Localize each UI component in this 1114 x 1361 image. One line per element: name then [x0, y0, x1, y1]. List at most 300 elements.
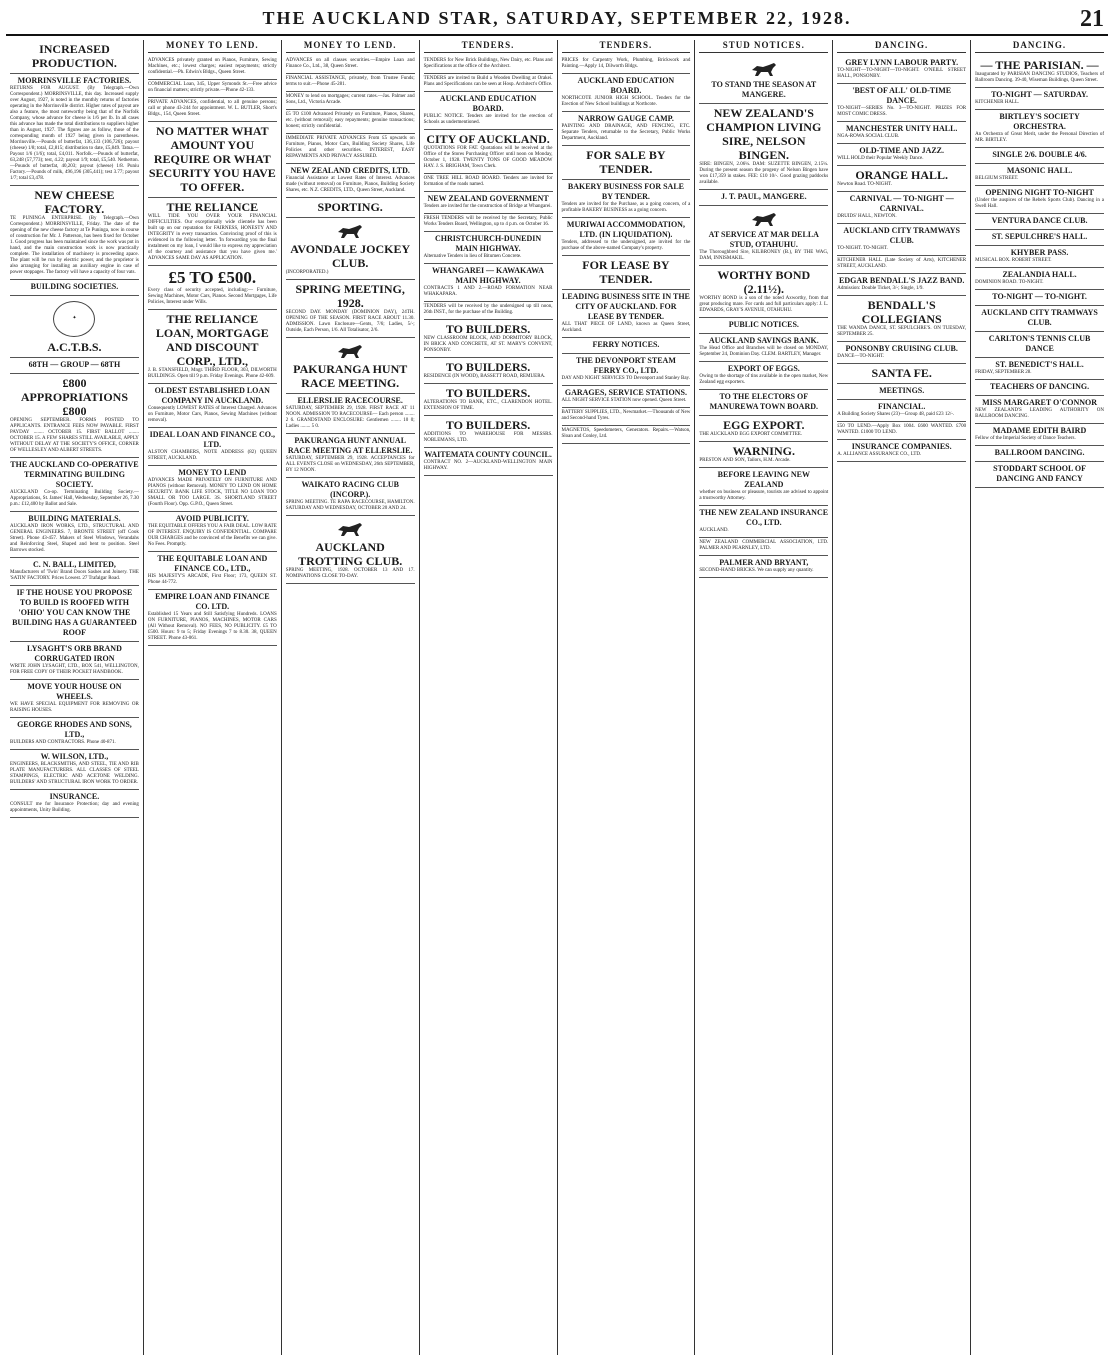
advertisement — [148, 266, 277, 310]
masthead — [6, 6, 1108, 36]
ad-heading: LEADING BUSINESS SITE IN THE CITY OF AUCKLAND. FOR LEASE BY TENDER. — [561, 292, 690, 321]
ad-body: TENDERS for New Brick Buildings, New Dairy, etc. Plans and Specifications at the office of the Architect. — [423, 58, 553, 69]
ad-body: ONE TREE HILL ROAD BOARD. Tenders are invited for formation of the roads named. — [423, 176, 553, 187]
ad-body: J. B. STANSFIELD, Mngr. THIRD FLOOR, 303, DILWORTH BUILDINGS. Open till 9 p.m. Friday Evenings. Phone 42-609. — [147, 368, 277, 379]
ad-body: WILL TIDE YOU OVER YOUR FINANCIAL DIFFICULTIES. Our exceptionally wide clientele has been built up on our reputation for FAIRNESS, HONESTY AND INTEGRITY in every transaction. Convincing proof of this is evidenced in the following letter. 'In forwarding you the final instalment on my loan, I would like to express my appreciation of the courtesy and assistance that you have given me.' ADVANCES SAME DAY AS APPLICATION. — [147, 214, 277, 261]
advertisement — [10, 74, 139, 186]
ad-body: BUILDERS AND CONTRACTORS. Phone 40-871. — [10, 740, 116, 745]
advertisement — [10, 586, 139, 642]
ad-body: TO-NIGHT. TO-NIGHT. — [837, 246, 888, 251]
advertisement — [562, 56, 691, 74]
advertisement — [837, 400, 966, 422]
ad-body: AUCKLAND Co-op. Terminating Building Society.—Appropriations, St. James' Hall, Wednesday, September 26, 7.30 p.m.: £12,400 by Ballot and Sale. — [10, 490, 139, 507]
advertisement — [699, 334, 828, 362]
column-5 — [558, 40, 696, 1355]
ad-body: FRESH TENDERS will be received by the Secretary, Public Works Tenders Board, Wellington, up to 4 p.m. on October 16. — [423, 216, 553, 227]
advertisement — [424, 358, 553, 384]
ad-heading: CHRISTCHURCH-DUNEDIN MAIN HIGHWAY. — [434, 234, 542, 253]
ad-heading: SINGLE 2/6. DOUBLE 4/6. — [992, 150, 1087, 159]
ad-heading: FOR SALE BY TENDER. — [586, 148, 666, 176]
ad-heading: GEORGE RHODES AND SONS, LTD., — [17, 720, 132, 739]
advertisement — [975, 148, 1104, 164]
ad-heading: OLDEST ESTABLISHED LOAN COMPANY IN AUCKLAND. — [154, 386, 270, 405]
ad-heading: SPRING MEETING, 1928. — [295, 282, 405, 310]
advertisement — [975, 290, 1104, 306]
ad-heading: AT SERVICE AT MAR DELLA STUD, OTAHUHU. — [708, 230, 819, 249]
advertisement — [148, 310, 277, 384]
advertisement — [975, 110, 1104, 148]
ad-body: Tenders, addressed to the undersigned, are invited for the purchase of the above-named Company's property. — [561, 240, 691, 251]
ad-body: SATURDAY, SEPTEMBER 29, 1928. FIRST RACE AT 11 NOON. ADMISSION TO RACECOURSE— Each person ........ 2 6. GRANDSTAND ENCLOSURE: Gentlemen ........ 10 0; Ladies ........ 5 0. — [285, 406, 415, 429]
advertisement — [699, 104, 828, 190]
ad-heading: FERRY NOTICES. — [592, 340, 660, 349]
ad-heading: ELLERSLIE RACECOURSE. — [297, 396, 403, 405]
advertisement — [699, 468, 828, 506]
ad-heading: EXPORT OF EGGS. — [727, 364, 800, 373]
advertisement — [424, 174, 553, 192]
advertisement — [837, 274, 966, 296]
ad-heading: ST. BENEDICT'S HALL. — [995, 360, 1084, 369]
advertisement — [975, 214, 1104, 230]
column-8 — [971, 40, 1108, 1355]
ad-heading: STODDART SCHOOL OF DANCING AND FANCY — [993, 464, 1086, 483]
ad-heading: ORANGE HALL. — [855, 168, 949, 182]
ad-body: CONSULT me for Insurance Protection; day and evening appointments, Unity Building. — [10, 802, 139, 813]
advertisement — [562, 408, 691, 426]
page-number: 21 — [1080, 6, 1104, 32]
ad-body: Alternative Tenders in lieu of Bitumen Concrete. — [423, 254, 522, 259]
ad-body: PRICES for Carpentry Work, Plumbing, Brickwork and Painting.—Apply 14, Dilworth Bldgs. — [561, 58, 691, 69]
ad-heading: BUILDING MATERIALS. — [28, 514, 121, 523]
ad-body: ADVANCES privately granted on Pianos, Furniture, Sewing Machines, etc.; lowest charges; easiest repayments; strictly confidential.—Ph. Edwin's Bldgs., Queen Street. — [147, 58, 277, 75]
advertisement — [562, 112, 691, 146]
advertisement — [975, 462, 1104, 488]
ad-body: DOMINION ROAD. TO-NIGHT. — [975, 280, 1044, 285]
advertisement — [975, 246, 1104, 268]
advertisement — [975, 164, 1104, 186]
ad-heading: GARAGES, SERVICE STATIONS. — [564, 388, 687, 397]
advertisement — [10, 280, 139, 296]
ad-heading: BALLROOM DANCING. — [994, 448, 1085, 457]
ad-body: whether on business or pleasure, tourists are advised to appoint a trustworthy Attorney. — [699, 490, 829, 501]
advertisement — [837, 166, 966, 192]
ad-body: Established 15 Years and Still Satisfying Hundreds. LOANS ON FURNITURE, PIANOS, MACHINES, MOTOR CARS (All Without Removal). NO FEES, NO PUBLICITY. £5 TO £500. Hours: 9 to 5; Friday Evenings 7 to 8.30. 38, QUEEN STREET. Phone 43-061. — [147, 612, 277, 641]
ad-heading: BAKERY BUSINESS FOR SALE BY TENDER. — [567, 182, 684, 201]
ad-heading: NO MATTER WHAT AMOUNT YOU REQUIRE OR WHAT SECURITY YOU HAVE TO OFFER. — [148, 124, 276, 194]
ad-heading: BUILDING SOCIETIES. — [30, 282, 119, 291]
masthead-title: THE AUCKLAND STAR, SATURDAY, SEPTEMBER 22, 1928. — [262, 8, 852, 28]
ad-heading: SPORTING. — [317, 200, 383, 214]
ad-body: NEW ZEALAND COMMERCIAL ASSOCIATION, LTD. PALMER AND PEARNLEY, LTD. — [699, 540, 829, 551]
ad-heading: — THE PARISIAN. — — [980, 58, 1099, 72]
ad-heading: WAIKATO RACING CLUB (INCORP.). — [301, 480, 399, 499]
ad-heading: BIRTLEY'S SOCIETY ORCHESTRA. — [999, 112, 1080, 131]
ad-body: SIRE: BINGEN, 2.06¼. DAM: SUZETTE BINGEN, 2.15¼. During the present season the progeny of Nelson Bingen have won £17,359 in stakes. FEE: £10 10/-. Good grazing paddocks available. — [699, 162, 829, 185]
ad-body: CONTRACT NO. 2—AUCKLAND-WELLINGTON MAIN HIGHWAY. — [423, 460, 553, 471]
ad-body: (INCORPORATED.) — [285, 270, 329, 275]
ad-body: A. ALLIANCE ASSURANCE CO., LTD. — [837, 452, 922, 457]
ad-heading: MASONIC HALL. — [1006, 166, 1073, 175]
advertisement — [562, 386, 691, 408]
ad-heading: WAITEMATA COUNTY COUNCIL. — [424, 450, 552, 459]
ad-heading: EMPIRE LOAN AND FINANCE CO. LTD. — [155, 592, 270, 611]
ad-body: ALTERATIONS TO BANK, ETC., CLARENDON HOTEL. EXTENSION OF TIME. — [423, 400, 553, 411]
ad-body: Newton Road. TO-NIGHT. — [837, 182, 892, 187]
column-heading: TENDERS. — [424, 40, 553, 53]
ad-heading: MONEY TO LEND — [178, 468, 247, 477]
ad-body: ADVANCES MADE PRIVATELY ON FURNITURE AND PIANOS (without Removal). MONEY TO LEND ON HOME SECURITY. BANK LIFE STOCK, TITLE NO LOAN TOO SMALL OR TOO LARGE. 3S. SHORTLAND STREET (Fourth Floor). Opp. G.P.O., Queen Street. — [147, 478, 277, 507]
advertisement — [975, 332, 1104, 358]
ad-body: COMMERCIAL Loan, 345, Upper Symonds St.—Free advice on financial matters; strictly private.—Phone 42-133. — [147, 82, 277, 93]
ad-heading: LYSAGHT'S ORB BRAND CORRUGATED IRON — [27, 644, 122, 663]
ad-heading: PALMER AND BRYANT, — [719, 558, 809, 567]
advertisement — [286, 74, 415, 92]
advertisement — [975, 446, 1104, 462]
advertisement — [562, 256, 691, 290]
column-2 — [144, 40, 282, 1355]
advertisement — [699, 506, 828, 538]
advertisement — [10, 790, 139, 818]
advertisement — [837, 296, 966, 342]
ad-heading: CITY OF AUCKLAND. — [426, 132, 550, 146]
society-emblem-icon: ✦ — [53, 301, 95, 337]
ad-heading: NEW ZEALAND CREDITS, LTD. — [290, 166, 410, 175]
ad-body: CONTRACTS 1 AND 2.—ROAD FORMATION NEAR WHAKAPARA. — [423, 286, 553, 297]
ad-heading: AVOID PUBLICITY. — [175, 514, 249, 523]
ad-body: MUSICAL BOX. ROBERT STREET. — [975, 258, 1052, 263]
ad-heading: TO-NIGHT — TO-NIGHT. — [992, 292, 1087, 301]
column-3 — [282, 40, 420, 1355]
advertisement — [286, 134, 415, 164]
ad-body: £50 TO LEND.—Apply Box 1004. £600 WANTED. £700 WANTED. £1000 TO LEND. — [837, 424, 967, 435]
advertisement — [837, 224, 966, 256]
advertisement — [10, 512, 139, 558]
ad-heading: THE AUCKLAND CO-OPERATIVE TERMINATING BUILDING SOCIETY. — [10, 460, 139, 489]
ad-body: SATURDAY, SEPTEMBER 29, 1928. ACCEPTANCES for ALL EVENTS CLOSE on WEDNESDAY, 26th SEPTEMBER, BY 12 NOON. — [285, 456, 415, 473]
ad-body: SECOND-HAND BRICKS. We can supply any quantity. — [699, 568, 814, 573]
advertisement — [699, 442, 828, 468]
ad-heading: MOVE YOUR HOUSE ON WHEELS. — [27, 682, 122, 701]
ad-heading: VENTURA DANCE CLUB. — [991, 216, 1088, 225]
ad-heading: CARNIVAL — TO-NIGHT — CARNIVAL. — [849, 194, 954, 213]
ad-body: KITCHENER HALL. — [975, 100, 1020, 105]
advertisement — [975, 56, 1104, 88]
advertisement — [286, 164, 415, 198]
ad-body: WRITE JOHN LYSAGHT, LTD., BOX 541, WELLINGTON, FOR FREE COPY OF THEIR POCKET HANDBOOK. — [10, 664, 139, 675]
ad-body: AUCKLAND. — [699, 528, 729, 533]
ad-body: Tenders are invited for the construction of Bridge at Whangarei. — [423, 204, 552, 209]
ad-body: FINANCIAL ASSISTANCE, privately, from Trustee Funds; terms to suit.—Phone 45-281. — [285, 76, 415, 87]
ad-heading: C. N. BALL, LIMITED, — [32, 560, 116, 569]
ad-body: ADVANCES on all classes securities.—Empire Loan and Finance Co., Ltd., 38, Queen Street. — [285, 58, 415, 69]
advertisement — [424, 264, 553, 302]
ad-heading: IF THE HOUSE YOU PROPOSE TO BUILD IS ROOFED WITH 'OHIO' YOU CAN KNOW THE BUILDING HAS A GUARANTEED ROOF — [12, 588, 137, 637]
advertisement — [424, 74, 553, 92]
ad-body: BELGIUM STREET. — [975, 176, 1019, 181]
advertisement — [837, 56, 966, 84]
ad-body: Tenders are invited for the Purchase, as a going concern, of a profitable BAKERY BUSINESS as a going concern. — [561, 202, 691, 213]
ad-heading: THE DEVONPORT STEAM FERRY CO., LTD. — [576, 356, 676, 375]
advertisement — [424, 320, 553, 358]
advertisement — [148, 590, 277, 646]
advertisement — [10, 718, 139, 750]
advertisement — [10, 296, 139, 358]
ad-body: RETURNS FOR AUGUST. (By Telegraph.—Own Correspondent.) MORRINSVILLE, this day. Increased supply over August, 1927, is noted in the monthly returns of factories operating in the Morrinsville district. Higher rates of payout are also a feature, the most noteworthy being that of the Norfolk Company, whose advance for cheese is 1/6 per lb. In all cases this advance has made the total distributions to suppliers higher than in August, 1927. The figures are as follow, those of the corresponding month of 1927 being given in parentheses. Morrinsville.—Pounds of butterfat, 136,133 (106,726); payout (cheese) 1/8; total, £2,815; distribution to date, £5,849. Tatua.—Payout 1/6 (1/6); total, £4,011. Norfolk.—Pounds of butterfat, 63,248 (57,773); test, 4.22; payout 1/9; total, £5,540. Netherton.—Pounds of butterfat, 40,203; payout (cheese) 1/8. Puniu Factory.—Pounds of milk, 496,196 (305,441); test 3.77; payout 1/7; total £3,478. — [10, 86, 139, 181]
ad-heading: IDEAL LOAN AND FINANCE CO., LTD. — [149, 430, 275, 449]
ad-body: MONEY to lend on mortgages; current rates.—Jas. Palmer and Sons, Ltd., Victoria Arcade. — [285, 94, 415, 105]
advertisement — [837, 440, 966, 462]
ad-heading: MURIWAI ACCOMMODATION, LTD. (IN LIQUIDATION). — [566, 220, 685, 239]
advertisement — [699, 538, 828, 556]
advertisement — [699, 362, 828, 390]
ad-body: Admission: Double Ticket, 3/-; Single, 1/9. — [837, 286, 924, 291]
advertisement — [562, 290, 691, 338]
ad-heading: PAKURANGA HUNT ANNUAL RACE MEETING AT ELLERSLIE. — [287, 436, 413, 455]
ad-body: Every class of security accepted, including:— Furniture, Sewing Machines, Motor Cars, Pianos. Second Mortgages, Life Policies, Interest under Wills. — [147, 288, 277, 305]
advertisement — [148, 98, 277, 122]
ad-heading: EGG EXPORT. — [723, 418, 805, 432]
ad-body: THE EQUITABLE OFFERS YOU A FAIR DEAL. LOW RATE OF INTEREST. ENQUIRY IS CONFIDENTIAL. COMPARE OUR CHARGES and be convinced of the Benefits we can give. No Fees. Promptly. — [147, 524, 277, 547]
column-heading: TENDERS. — [562, 40, 691, 53]
ad-heading: MANCHESTER UNITY HALL. — [845, 124, 958, 133]
ad-heading: MISS MARGARET O'CONNOR — [982, 398, 1098, 407]
ad-body: DANCE—TO-NIGHT. — [837, 354, 885, 359]
ad-heading: EDGAR BENDALL'S JAZZ BAND. — [839, 276, 965, 285]
ad-body: TENDERS will be received by the undersigned up till noon, 26th INST., for the purchase of the Building. — [423, 304, 553, 315]
ad-heading: MADAME EDITH BAIRD — [992, 426, 1087, 435]
ad-body: SECOND DAY. MONDAY (DOMINION DAY), 24TH. OPENING OF THE SEASON. FIRST RACE ABOUT 11.30. ADMISSION. Lawn Enclosure—Gents, 7/6; Ladies, 5/-; Outside, Each Person, 1/6. All Totalisator, 2/6. — [285, 310, 415, 333]
advertisement — [148, 198, 277, 266]
ad-body: FRIDAY, SEPTEMBER 28. — [975, 370, 1032, 375]
ad-heading: BENDALL'S COLLEGIANS — [861, 298, 942, 326]
ad-heading: SANTA FE. — [871, 366, 932, 380]
ad-heading: FOR LEASE BY TENDER. — [582, 258, 670, 286]
ad-heading: AVONDALE JOCKEY CLUB. — [290, 242, 411, 270]
ad-heading: MORRINSVILLE FACTORIES. — [17, 76, 132, 85]
advertisement — [975, 230, 1104, 246]
advertisement — [286, 56, 415, 74]
ad-heading: PUBLIC NOTICES. — [728, 320, 799, 329]
newspaper-columns — [6, 40, 1108, 1355]
ad-body: DAY AND NIGHT SERVICES TO Devonport and Stanley Bay. — [561, 376, 690, 381]
ad-body: IMMEDIATE PRIVATE ADVANCES From £5 upwards on Furniture, Pianos, Motor Cars, Building Society Shares, Life Policies and other securities. INTEREST, EASY REPAYMENTS AND PRIVACY ASSURED. — [285, 136, 415, 159]
ad-body: WE HAVE SPECIAL EQUIPMENT FOR REMOVING OR RAISING HOUSES. — [10, 702, 139, 713]
ad-heading: TO BUILDERS. — [445, 418, 531, 432]
advertisement — [562, 180, 691, 218]
advertisement — [10, 458, 139, 512]
ad-heading: NARROW GAUGE CAMP. — [578, 114, 674, 123]
ad-heading: TO BUILDERS. — [445, 322, 531, 336]
advertisement — [424, 214, 553, 232]
advertisement — [424, 448, 553, 476]
ad-body: OPENING SEPTEMBER. FORMS POSTED TO APPLICANTS. ENTRANCE FEES NOW PAYABLE. FIRST PAYDAY ........ OCTOBER 15. FIRST BALLOT ........ OCTOBER 15. A FEW SHARES STILL AVAILABLE, APPLY WITHOUT DELAY AT THE SOCIETY'S OFFICE, CORNER OF WELLESLEY AND ALBERT STREETS. — [10, 418, 139, 453]
ad-body: ENGINEERS, BLACKSMITHS, AND STEEL, TIE AND RIB PLATE MANUFACTURERS. ALL CLASSES OF STEEL STAMPINGS, ELECTRIC AND ACETONE WELDING. BUILDERS' AND STRUCTURAL IRON WORK TO ORDER. — [10, 762, 139, 785]
ad-body: Consequently LOWEST RATES of Interest Charged. Advances on Furniture, Motor Cars, Pianos, Sewing Machines (without removal). — [147, 406, 277, 423]
advertisement — [10, 680, 139, 718]
advertisement — [286, 434, 415, 478]
ad-heading: KHYBER PASS. — [1010, 248, 1069, 257]
column-heading: MONEY TO LEND. — [286, 40, 415, 53]
advertisement — [562, 218, 691, 256]
advertisement — [286, 478, 415, 516]
advertisement — [424, 232, 553, 264]
advertisement — [424, 92, 553, 130]
advertisement — [562, 74, 691, 112]
horse-icon — [749, 60, 779, 78]
advertisement — [10, 750, 139, 790]
ad-body: ALL NIGHT SERVICE STATION now opened. Queen Street. — [561, 398, 687, 403]
column-7 — [833, 40, 971, 1355]
ad-body: WORTHY BOND is a son of the noted Axworthy, from that great producing mare. For cards and full particulars apply: J. L. EDWARDS, GRAY'S AVENUE, OTAHUHU. — [699, 296, 829, 313]
advertisement — [562, 426, 691, 444]
ad-heading: AUCKLAND CITY TRAMWAYS CLUB. — [981, 308, 1098, 327]
advertisement — [286, 338, 415, 394]
ad-heading: 68TH — GROUP — 68TH — [28, 360, 121, 369]
advertisement — [699, 556, 828, 578]
advertisement — [10, 558, 139, 586]
ad-heading: TO THE ELECTORS OF MANUREWA TOWN BOARD. — [709, 392, 818, 411]
advertisement — [975, 358, 1104, 380]
advertisement — [424, 384, 553, 416]
advertisement — [10, 358, 139, 374]
advertisement — [424, 416, 553, 448]
ad-heading: WHANGAREI — KAWAKAWA MAIN HIGHWAY. — [432, 266, 545, 285]
ad-body: SPRING MEETING, 1928. OCTOBER 13 AND 17. NOMINATIONS CLOSE TO-DAY. — [285, 568, 415, 579]
ad-body: Inaugurated by PARISIAN DANCING STUDIOS, Teachers of Ballroom Dancing. 39-40, Wiseman Buildings, Queen Street. — [975, 72, 1104, 83]
advertisement — [10, 642, 139, 680]
ad-heading: OPENING NIGHT TO-NIGHT — [985, 188, 1094, 197]
horse-icon — [335, 520, 365, 538]
ad-body: TO-NIGHT—SERIES No. 3—TO-NIGHT. PRIZES FOR MOST COMIC DRESS. — [837, 106, 967, 117]
advertisement — [286, 198, 415, 218]
ad-body: (Under the auspices of the Rebels Sports Club). Dancing in a Swell Hall. — [975, 198, 1104, 209]
ad-heading: FINANCIAL. — [878, 402, 926, 411]
ad-heading: AUCKLAND EDUCATION BOARD. — [577, 76, 675, 95]
ad-body: AUCKLAND IRON WORKS, LTD., STRUCTURAL AND GENERAL ENGINEERS. 7, BRONTE STREET (off Cook Street). Phone 43-457. Makers of Steel Windows, Verandahs and Reinforcing Steel, Shaped and bent to position. Steel Barrows stocked. — [10, 524, 139, 553]
advertisement — [837, 422, 966, 440]
advertisement — [699, 56, 828, 104]
ad-body: HIS MAJESTY'S ARCADE, First Floor; 173, QUEEN ST. Phone 44-772. — [147, 574, 277, 585]
advertisement — [562, 354, 691, 386]
ad-heading: A.C.T.B.S. — [47, 340, 102, 354]
ad-body: Financial Assistance at Lowest Rates of Interest. Advances made (without removal) on Furniture, Pianos, Building Society Shares, etc. N.Z. CREDITS, LTD., Queen Street, Auckland. — [285, 176, 415, 193]
advertisement — [837, 144, 966, 166]
ad-heading: TO BUILDERS. — [445, 360, 531, 374]
advertisement — [837, 364, 966, 384]
column-4 — [420, 40, 558, 1355]
ad-heading: W. WILSON, LTD., — [40, 752, 109, 761]
advertisement — [424, 130, 553, 174]
ad-heading: WORTHY BOND (2.11½). — [717, 268, 811, 296]
advertisement — [562, 146, 691, 180]
column-heading: STUD NOTICES. — [699, 40, 828, 53]
ad-body: TO-NIGHT—TO-NIGHT—TO-NIGHT. O'NEILL STREET HALL, PONSONBY. — [837, 68, 967, 79]
advertisement — [148, 428, 277, 466]
ad-body: Manufacturers of 'Twin' Brand Doors Sashes and Joinery. THE 'SATIN' FACTORY. Prices Lowest. 27 Trafalgar Road. — [10, 570, 139, 581]
ad-body: Fellow of the Imperial Society of Dance Teachers. — [975, 436, 1076, 441]
ad-body: TENDERS are invited to Build a Wooden Dwelling at Orakei. Plans and Specifications can be seen at Hosp. Architect's Office. — [423, 76, 553, 87]
advertisement — [975, 268, 1104, 290]
ad-heading: MEETINGS. — [879, 386, 925, 395]
advertisement — [148, 384, 277, 428]
ad-heading: TO STAND THE SEASON AT MANGERE. — [711, 80, 817, 99]
ad-body: ALL THAT PIECE OF LAND, known as Queen Street, Auckland. — [561, 322, 691, 333]
ad-body: A Building Society Shares (23)—Group 48, paid £23 12/-. — [837, 412, 955, 417]
ad-heading: AUCKLAND CITY TRAMWAYS CLUB. — [843, 226, 960, 245]
advertisement — [424, 192, 553, 214]
horse-icon — [335, 342, 365, 360]
ad-body: An Orchestra of Great Merit, under the Personal Direction of MR. BIRTLEY. — [975, 132, 1104, 143]
ad-body: ALSTON CHAMBERS, NOTE ADDRESS (82) QUEEN STREET, AUCKLAND. — [147, 450, 277, 461]
advertisement — [699, 266, 828, 318]
ad-body: PRESTON AND SON, Tailors, H.M. Arcade. — [699, 458, 791, 463]
advertisement — [837, 84, 966, 122]
advertisement — [148, 122, 277, 198]
advertisement — [837, 256, 966, 274]
ad-heading: NEW ZEALAND GOVERNMENT — [427, 194, 549, 203]
advertisement — [837, 342, 966, 364]
ad-heading: INSURANCE. — [49, 792, 100, 801]
ad-body: QUOTATIONS FOR FAT. Quotations will be received at the Office of the Stores Purchasing Officer until noon on Monday, October 1, 1928. TWENTY TONS OF GOOD MEADOW HAY. J. S. BRIGHAM, Town Clerk. — [423, 146, 553, 169]
ad-body: THE AUCKLAND EGG EXPORT COMMITTEE. — [699, 432, 803, 437]
ad-heading: INSURANCE COMPANIES. — [851, 442, 952, 451]
column-heading: DANCING. — [837, 40, 966, 53]
advertisement — [975, 424, 1104, 446]
ad-heading: BEFORE LEAVING NEW ZEALAND — [717, 470, 810, 489]
column-1 — [6, 40, 144, 1355]
advertisement — [10, 186, 139, 280]
advertisement — [837, 192, 966, 224]
advertisement — [699, 390, 828, 416]
ad-heading: INCREASED PRODUCTION. — [31, 42, 117, 70]
advertisement — [286, 394, 415, 434]
advertisement — [699, 416, 828, 442]
advertisement — [975, 380, 1104, 396]
advertisement — [699, 206, 828, 266]
ad-heading: GREY LYNN LABOUR PARTY. — [845, 58, 959, 67]
advertisement — [699, 318, 828, 334]
ad-body: SPRING MEETING. TE RAPA RACECOURSE, HAMILTON. SATURDAY AND WEDNESDAY, OCTOBER 20 AND 24. — [285, 500, 415, 511]
advertisement — [148, 552, 277, 590]
ad-body: ADDITIONS TO WAREHOUSE FOR MESSRS. NOBLEMANS, LTD. — [423, 432, 553, 443]
ad-body: The Head Office and Branches will be closed on MONDAY, September 24, Dominion Day. CLEM. BARTLEY, Manager. — [699, 346, 829, 357]
ad-body: TE PUNINGA ENTERPRISE. (By Telegraph.—Own Correspondent.) MORRINSVILLE, Friday. The date of the opening of the new cheese factory at Te Puninga, now in course of construction for Mr. J. Patterson, has been fixed for October 1. Good progress has been maintained since the work was put in hand, and the main construction work is now practically complete. The installation of machinery is proceeding apace. The plant will be run by electric power, and the proprietor is also arranging for installing an auxiliary engine in case of power stoppages. The factory will have a capacity of four vats. — [10, 216, 139, 275]
ad-heading: THE RELIANCE LOAN, MORTGAGE AND DISCOUNT CORP., LTD., — [155, 312, 269, 368]
ad-body: NORTHCOTE JUNIOR HIGH SCHOOL. Tenders for the Erection of New School buildings at Northcote. — [561, 96, 691, 107]
ad-body: PRIVATE ADVANCES, confidential, to all genuine persons; call or phone 43-244 for appointment. W. L. BUTLER, Short's Bldgs., 154, Queen Street. — [147, 100, 277, 117]
column-6 — [695, 40, 833, 1355]
column-heading: MONEY TO LEND. — [148, 40, 277, 53]
ad-heading: OLD-TIME AND JAZZ. — [859, 146, 945, 155]
advertisement — [424, 302, 553, 320]
ad-body: DRUIDS' HALL, NEWTON. — [837, 214, 897, 219]
advertisement — [975, 88, 1104, 110]
advertisement — [837, 384, 966, 400]
ad-heading: TO-NIGHT — SATURDAY. — [991, 90, 1089, 99]
advertisement — [286, 110, 415, 134]
ad-heading: THE EQUITABLE LOAN AND FINANCE CO., LTD., — [157, 554, 268, 573]
advertisement — [10, 40, 139, 74]
ad-heading: THE NEW ZEALAND INSURANCE CO., LTD. — [699, 508, 829, 527]
column-heading: DANCING. — [975, 40, 1104, 53]
advertisement — [562, 338, 691, 354]
ad-body: NEW ZEALAND'S LEADING AUTHORITY ON BALLROOM DANCING. — [975, 408, 1104, 419]
ad-body: MAGNETOS, Speedometers, Generators. Repairs.—Watson, Sloan and Conley, Ltd. — [561, 428, 691, 439]
ad-heading: 'BEST OF ALL' OLD-TIME DANCE. — [852, 86, 952, 105]
horse-icon — [335, 222, 365, 240]
advertisement — [975, 306, 1104, 332]
ad-heading: CARLTON'S TENNIS CLUB DANCE — [988, 334, 1091, 353]
